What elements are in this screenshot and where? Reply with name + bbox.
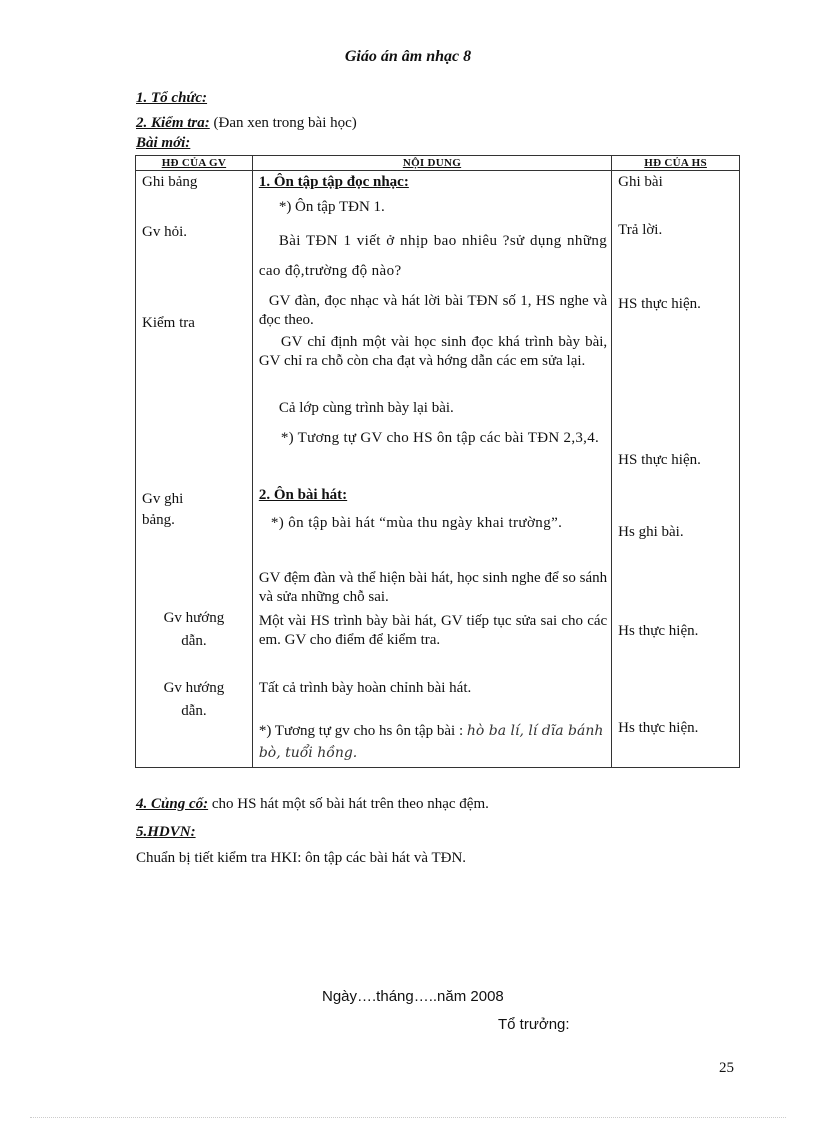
hs-ghi-bai: Ghi bài — [618, 174, 663, 190]
teacher-column — [136, 171, 253, 768]
section-check-label: 2. Kiểm tra: — [136, 115, 210, 131]
gv-huong-dan-2: Gv hướng dẫn. — [163, 680, 225, 719]
gv-ghi-bang: Ghi bảng — [142, 174, 198, 190]
content-c11-text: *) Tương tự gv cho hs ôn tập bài : — [258, 723, 464, 739]
page-bottom-divider — [30, 1117, 786, 1118]
section-new-lesson-label: Bài mới: — [136, 135, 191, 151]
page-title: Giáo án âm nhạc 8 — [344, 48, 472, 65]
gv-hoi: Gv hỏi. — [142, 224, 187, 240]
hs-thuc-hien-1: HS thực hiện. — [618, 296, 701, 312]
section-consolidate — [136, 796, 489, 813]
section-check — [136, 115, 357, 132]
content-title-2: 2. Ôn bài hát: — [258, 487, 348, 503]
section-organization-label: 1. Tổ chức: — [136, 90, 208, 106]
content-c1: *) Ôn tập TĐN 1. — [278, 199, 385, 215]
signer-title: Tổ trưởng: — [498, 1016, 570, 1033]
header-student: HĐ CỦA HS — [612, 156, 740, 171]
header-content: NỘI DUNG — [252, 156, 611, 171]
hs-thuc-hien-4: Hs thực hiện. — [618, 720, 699, 736]
content-column — [252, 171, 611, 768]
content-c10: Tất cả trình bày hoàn chỉnh bài hát. — [258, 680, 472, 696]
content-c9: Một vài HS trình bày bài hát, GV tiếp tục sửa sai cho các em. GV cho điểm để kiểm tra. — [258, 613, 608, 648]
hs-tra-loi: Trả lời. — [618, 222, 663, 238]
page-number: 25 — [719, 1060, 734, 1076]
content-c8: GV đệm đàn và thể hiện bài hát, học sinh nghe để so sánh và sửa những chỗ sai. — [258, 570, 608, 605]
table-body-row — [136, 171, 740, 768]
content-c7: *) ôn tập bài hát “mùa thu ngày khai trường”. — [270, 515, 563, 531]
section-homework-label: 5.HDVN: — [136, 824, 196, 840]
hs-ghi-bai-2: Hs ghi bài. — [618, 524, 684, 540]
date-line: Ngày….tháng…..năm 2008 — [322, 988, 504, 1005]
student-column — [612, 171, 740, 768]
gv-kiem-tra: Kiểm tra — [142, 315, 195, 331]
section-new-lesson — [136, 135, 190, 152]
content-c2: Bài TĐN 1 viết ở nhịp bao nhiêu ?sử dụng những cao độ,trường độ nào? — [258, 233, 608, 279]
gv-ghi-bang-2: Gv ghi bảng. — [142, 491, 184, 528]
gv-huong-dan-1: Gv hướng dẫn. — [163, 610, 225, 649]
content-c3: GV đàn, đọc nhạc và hát lời bài TĐN số 1, HS nghe và đọc theo. — [258, 293, 608, 328]
section-consolidate-text: cho HS hát một số bài hát trên theo nhạc đệm. — [211, 796, 489, 812]
content-c4: GV chỉ định một vài học sinh đọc khá trình bày bài, GV chỉ ra chỗ còn cha đạt và hớng dẫn các em sửa lại. — [258, 334, 608, 369]
content-c6: *) Tương tự GV cho HS ôn tập các bài TĐN 2,3,4. — [280, 430, 600, 446]
table-header-row — [136, 156, 740, 171]
content-title-1: 1. Ôn tập tập đọc nhạc: — [258, 174, 409, 190]
section-homework — [136, 824, 196, 841]
content-c11-songs: hò ba lí, lí dĩa bánh bò, tuổi hồng. — [258, 723, 604, 761]
section-check-text: (Đan xen trong bài học) — [213, 115, 357, 131]
section-organization — [136, 90, 207, 107]
header-teacher: HĐ CỦA GV — [136, 156, 253, 171]
hs-thuc-hien-3: Hs thực hiện. — [618, 623, 699, 639]
content-c11 — [259, 720, 607, 764]
lesson-table — [135, 155, 740, 768]
hs-thuc-hien-2: HS thực hiện. — [618, 452, 701, 468]
content-c5: Cả lớp cùng trình bày lại bài. — [278, 400, 454, 416]
section-consolidate-label: 4. Củng cố: — [136, 796, 209, 812]
section-homework-text: Chuẩn bị tiết kiểm tra HKI: ôn tập các bài hát và TĐN. — [136, 850, 467, 866]
